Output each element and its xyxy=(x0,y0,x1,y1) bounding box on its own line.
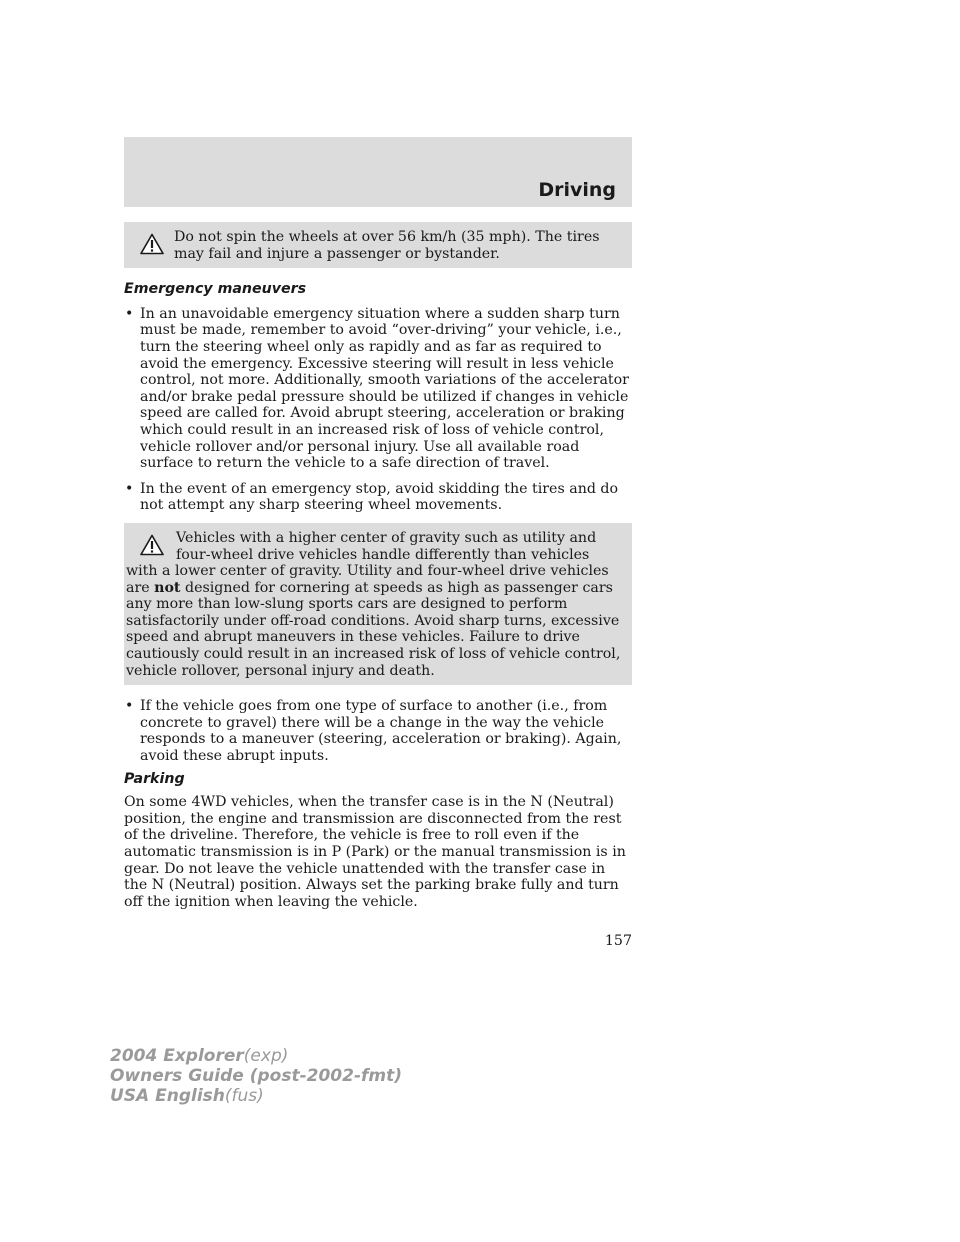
warning-text-part: designed for cornering at speeds as high as passenger cars any more than low-slung sports cars are designed to perform satisfactorily under off-road conditions. Avoid sharp turns, excessive speed and abrupt maneuvers in these vehicles. Failure to drive cautiously could result in an increased risk of loss of vehicle control, vehicle rollover, personal injury and death. xyxy=(126,579,621,679)
list-item xyxy=(124,306,632,472)
warning-box-center-of-gravity xyxy=(124,523,632,685)
footer-line-language xyxy=(110,1086,402,1106)
warning-emphasis-not: not xyxy=(154,579,181,596)
surface-bullet-list xyxy=(124,698,632,764)
warning-triangle-icon xyxy=(140,233,164,255)
page-content xyxy=(124,222,632,910)
bullet-mark: • xyxy=(125,305,134,322)
bullet-text-emergency-stop: In the event of an emergency stop, avoid skidding the tires and do not attempt any sharp steering wheel movements. xyxy=(140,480,619,514)
footer-language: USA English xyxy=(110,1086,225,1106)
heading-parking: Parking xyxy=(124,770,185,787)
list-item xyxy=(124,481,632,514)
footer-vehicle-code: (exp) xyxy=(243,1046,289,1066)
bullet-mark: • xyxy=(125,480,134,497)
warning-box-wheel-spin xyxy=(124,222,632,268)
document-footer xyxy=(110,1046,402,1106)
footer-vehicle: 2004 Explorer xyxy=(110,1046,244,1066)
footer-line-guide: Owners Guide (post-2002-fmt) xyxy=(110,1066,403,1086)
bullet-mark: • xyxy=(125,698,134,715)
warning-triangle-icon xyxy=(140,534,164,556)
footer-language-code: (fus) xyxy=(224,1086,264,1106)
bullet-text-surface-change: If the vehicle goes from one type of surface to another (i.e., from concrete to gravel) there will be a change in the way the vehicle responds to a maneuver (steering, acceleration or braking). Again, avoid these abrupt inputs. xyxy=(140,698,622,765)
emergency-bullet-list xyxy=(124,306,632,514)
section-title: Driving xyxy=(538,179,616,201)
page-number: 157 xyxy=(604,933,632,949)
list-item xyxy=(124,698,632,764)
warning-text-wheel-spin: Do not spin the wheels at over 56 km/h (35 mph). The tires may fail and injure a passenger or bystander. xyxy=(174,229,600,262)
warning-text-center-of-gravity xyxy=(126,530,622,679)
heading-emergency-maneuvers: Emergency maneuvers xyxy=(124,281,307,298)
bullet-text-sharp-turn: In an unavoidable emergency situation where a sudden sharp turn must be made, remember to avoid “over-driving” your vehicle, i.e., turn the steering wheel only as rapidly and as far as required to avoid the emergency. Excessive steering will result in less vehicle control, not more. Additionally, smooth variations of the accelerator and/or brake pedal pressure should be utilized if changes in vehicle speed are called for. Avoid abrupt steering, acceleration or braking which could result in an increased risk of loss of vehicle control, vehicle rollover and/or personal injury. Use all available road surface to return the vehicle to a safe direction of travel. xyxy=(140,305,629,472)
footer-line-vehicle xyxy=(110,1046,402,1066)
section-header-band xyxy=(124,137,632,207)
warning-text-part: Vehicles with a higher center of gravity such as utility and four-wheel drive vehicles handle differently than vehicles with a lower center of gravity. Utility and four-wheel drive vehicles are xyxy=(126,529,609,596)
parking-paragraph: On some 4WD vehicles, when the transfer case is in the N (Neutral) position, the engine and transmission are disconnected from the rest of the driveline. Therefore, the vehicle is free to roll even if the automatic transmission is in P (Park) or the manual transmission is in gear. Do not leave the vehicle unattended with the transfer case in the N (Neutral) position. Always set the parking brake fully and turn off the ignition when leaving the vehicle. xyxy=(124,794,626,910)
